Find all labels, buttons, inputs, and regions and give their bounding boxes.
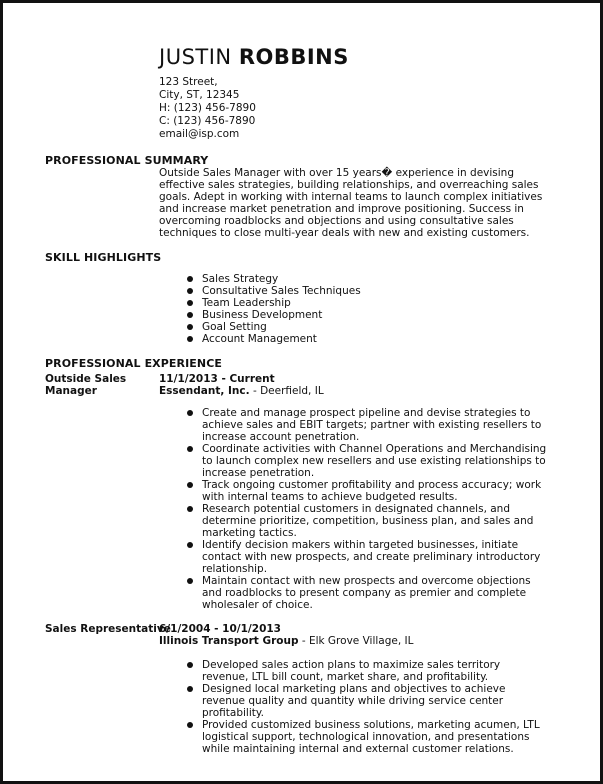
job-location: - Elk Grove Village, IL xyxy=(298,635,414,647)
list-item: Goal Setting xyxy=(187,321,437,333)
list-item: Create and manage prospect pipeline and devise strategies to achieve sales and EBIT targets; partner with existing resellers to increase account penetration. xyxy=(187,407,547,443)
job-title: Outside Sales Manager xyxy=(45,373,127,397)
job-dates: 6/1/2004 - 10/1/2013 xyxy=(159,623,281,635)
job-dates: 11/1/2013 - Current xyxy=(159,373,275,385)
summary-text: Outside Sales Manager with over 15 years� experience in devising effective sales strategies, building relationships, and overreaching sales goals. Adept in working with internal teams to launch complex initiatives and increase market penetration and improve positioning. Success in overcoming roadblocks and objections and using consultative sales techniques to close multi-year deals with new and existing customers. xyxy=(159,167,543,239)
last-name: ROBBINS xyxy=(238,45,349,69)
job-bullets xyxy=(187,407,547,611)
list-item: Team Leadership xyxy=(187,297,437,309)
home-phone: H: (123) 456-7890 xyxy=(159,102,256,114)
list-item: Business Development xyxy=(187,309,437,321)
skills-heading: SKILL HIGHLIGHTS xyxy=(45,251,162,264)
job-header xyxy=(159,373,324,397)
list-item: Coordinate activities with Channel Operations and Merchandising to launch complex new resellers and use existing relationships to increase penetration. xyxy=(187,443,547,479)
first-name: JUSTIN xyxy=(159,45,232,69)
list-item: Sales Strategy xyxy=(187,273,437,285)
list-item: Research potential customers in designated channels, and determine prioritize, competition, business plan, and sales and marketing tactics. xyxy=(187,503,547,539)
job-location: - Deerfield, IL xyxy=(249,385,324,397)
list-item: Developed sales action plans to maximize sales territory revenue, LTL bill count, market share, and profitability. xyxy=(187,659,547,683)
job-bullets xyxy=(187,659,547,755)
summary-heading: PROFESSIONAL SUMMARY xyxy=(45,154,209,167)
skills-list xyxy=(187,273,437,345)
list-item: Identify decision makers within targeted businesses, initiate contact with new prospects, and create preliminary introductory relationship. xyxy=(187,539,547,575)
list-item: Provided customized business solutions, marketing acumen, LTL logistical support, technological innovation, and presentations while maintaining internal and external customer relations. xyxy=(187,719,547,755)
list-item: Track ongoing customer profitability and process accuracy; work with internal teams to achieve budgeted results. xyxy=(187,479,547,503)
list-item: Designed local marketing plans and objectives to achieve revenue quality and quantity while driving service center profitability. xyxy=(187,683,547,719)
list-item: Maintain contact with new prospects and overcome objections and roadblocks to present company as premier and complete wholesaler of choice. xyxy=(187,575,547,611)
list-item: Account Management xyxy=(187,333,437,345)
contact-block xyxy=(159,76,256,141)
experience-heading: PROFESSIONAL EXPERIENCE xyxy=(45,357,223,370)
job-header xyxy=(159,623,413,647)
cell-phone: C: (123) 456-7890 xyxy=(159,115,256,127)
job-title: Sales Representative xyxy=(45,623,171,635)
candidate-name xyxy=(159,45,349,69)
company-name: Illinois Transport Group xyxy=(159,635,299,647)
company-name: Essendant, Inc. xyxy=(159,385,250,397)
list-item: Consultative Sales Techniques xyxy=(187,285,437,297)
city-line: City, ST, 12345 xyxy=(159,89,240,101)
email: email@isp.com xyxy=(159,128,240,140)
address-line: 123 Street, xyxy=(159,76,218,88)
